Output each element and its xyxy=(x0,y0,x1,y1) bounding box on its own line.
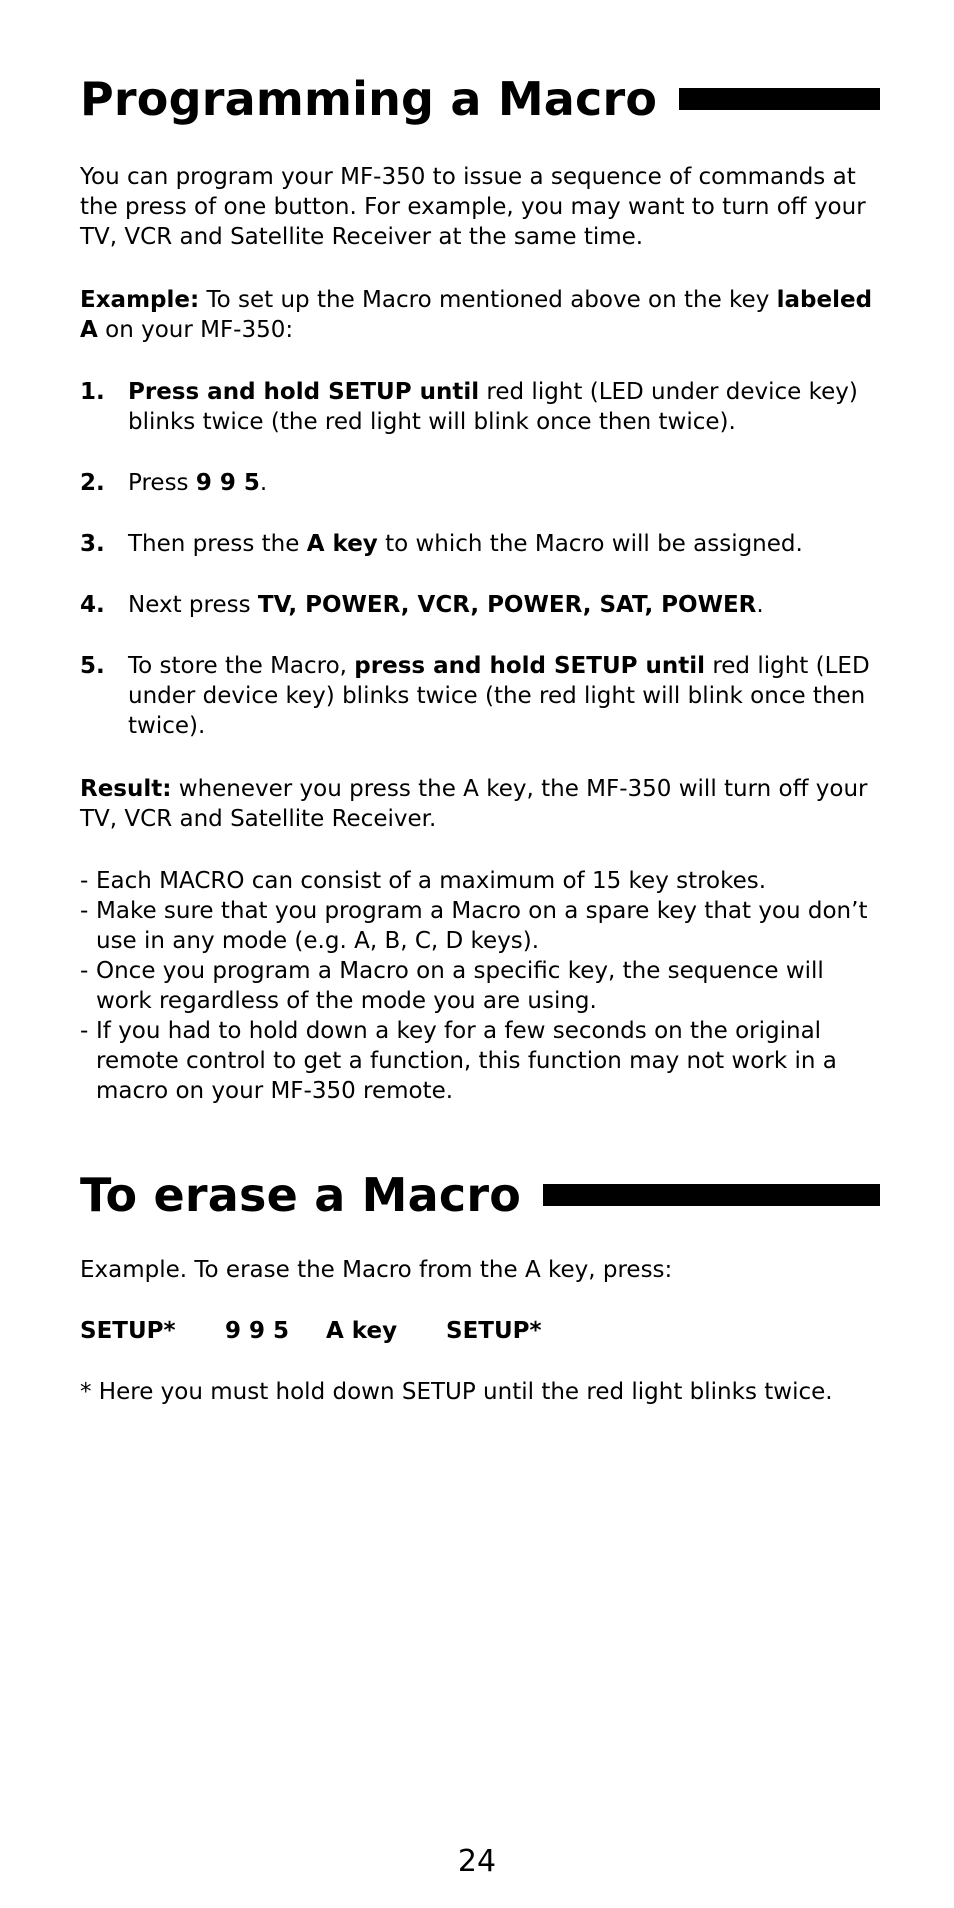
step-post: red light (LED under device key) blinks twice (the red light will blink once then twice). xyxy=(128,653,870,739)
note-text: Make sure that you program a Macro on a spare key that you don’t use in any mode (e.g. A, B, C, D keys). xyxy=(96,898,868,954)
example-label: Example: xyxy=(80,287,200,313)
result-text: whenever you press the A key, the MF-350 will turn off your TV, VCR and Satellite Receiver. xyxy=(80,776,868,832)
note-dash: - xyxy=(80,898,89,924)
example-text: To set up the Macro mentioned above on the key xyxy=(199,287,777,313)
page-number: 24 xyxy=(457,1844,497,1879)
note-item xyxy=(80,866,880,896)
heading-rule xyxy=(679,88,880,110)
step-rest: red light (LED under device key) blinks twice (the red light will blink once then twice). xyxy=(128,379,858,435)
step-bold: Press and hold SETUP until xyxy=(128,379,480,405)
notes-list xyxy=(80,866,880,1106)
note-item xyxy=(80,956,880,1016)
step-bold: 9 9 5 xyxy=(195,470,260,496)
step-number: 5. xyxy=(80,653,105,679)
result-paragraph xyxy=(80,774,880,834)
step-pre: Then press the xyxy=(128,531,307,557)
note-dash: - xyxy=(80,1018,89,1044)
note-item xyxy=(80,896,880,956)
step-post: . xyxy=(259,470,268,496)
section-title: To erase a Macro xyxy=(80,1168,522,1222)
note-text: Once you program a Macro on a specific key, the sequence will work regardless of the mode you are using. xyxy=(96,958,824,1014)
note-dash: - xyxy=(80,958,89,984)
step-text xyxy=(128,590,880,620)
sequence-key: A key xyxy=(326,1318,398,1344)
step-item xyxy=(80,529,880,559)
step-item xyxy=(80,590,880,620)
step-text xyxy=(128,651,880,741)
sequence-key: SETUP* xyxy=(80,1318,176,1344)
note-text: If you had to hold down a key for a few seconds on the original remote control to get a function, this function may not work in a macro on your MF-350 remote. xyxy=(96,1018,837,1104)
steps-list xyxy=(80,377,880,772)
example-key: labeled A xyxy=(80,287,873,343)
step-item xyxy=(80,377,880,437)
step-pre: Next press xyxy=(128,592,258,618)
result-label: Result: xyxy=(80,776,172,802)
section-heading-programming xyxy=(80,72,880,126)
footnote: * Here you must hold down SETUP until the red light blinks twice. xyxy=(80,1379,833,1405)
step-item xyxy=(80,468,880,498)
note-item xyxy=(80,1016,880,1106)
example-text-end: on your MF-350: xyxy=(97,317,294,343)
step-pre: Press xyxy=(128,470,196,496)
erase-example-paragraph: Example. To erase the Macro from the A key, press: xyxy=(80,1257,673,1283)
step-number: 2. xyxy=(80,470,105,496)
note-dash: - xyxy=(80,868,89,894)
step-text xyxy=(128,468,880,498)
step-post: to which the Macro will be assigned. xyxy=(377,531,803,557)
step-text xyxy=(128,529,880,559)
step-item xyxy=(80,651,880,741)
step-number: 4. xyxy=(80,592,105,618)
sequence-key: 9 9 5 xyxy=(225,1318,290,1344)
step-number: 1. xyxy=(80,379,105,405)
sequence-key: SETUP* xyxy=(446,1318,542,1344)
step-bold: TV, POWER, VCR, POWER, SAT, POWER xyxy=(257,592,757,618)
page-title: Programming a Macro xyxy=(80,72,658,126)
step-post: . xyxy=(756,592,764,618)
step-text xyxy=(128,377,880,437)
step-bold: press and hold SETUP until xyxy=(354,653,706,679)
intro-paragraph: You can program your MF-350 to issue a sequence of commands at the press of one button. For example, you may want to turn off your TV, VCR and Satellite Receiver at the same time. xyxy=(80,164,866,250)
section-heading-erase xyxy=(80,1168,880,1222)
heading-rule xyxy=(543,1184,880,1206)
step-number: 3. xyxy=(80,531,105,557)
step-bold: A key xyxy=(306,531,378,557)
note-text: Each MACRO can consist of a maximum of 15 key strokes. xyxy=(96,868,767,894)
step-pre: To store the Macro, xyxy=(128,653,355,679)
example-paragraph xyxy=(80,285,880,345)
